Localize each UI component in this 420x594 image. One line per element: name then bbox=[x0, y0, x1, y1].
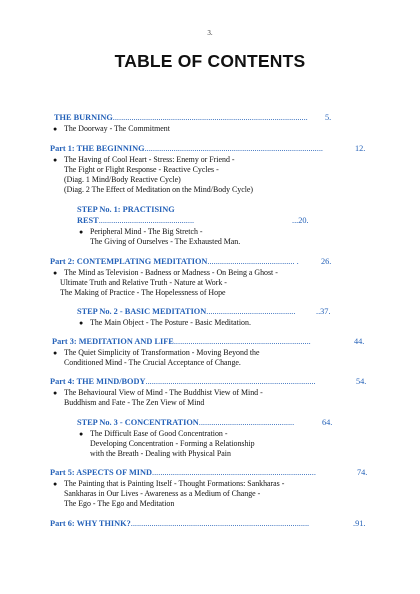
bullet-icon: ● bbox=[53, 269, 58, 277]
toc-subtopic-line: Peripheral Mind - The Big Stretch - bbox=[90, 227, 203, 236]
bullet-icon: ● bbox=[53, 349, 58, 357]
toc-subtopic-line: Buddhism and Fate - The Zen View of Mind bbox=[64, 398, 205, 407]
toc-page-number: 12. bbox=[355, 144, 366, 153]
toc-subtopic-line: The Ego - The Ego and Meditation bbox=[64, 499, 175, 508]
toc-heading-continued[interactable]: REST.............................................. bbox=[77, 216, 195, 225]
toc-subtopic-line: Conditioned Mind - The Crucial Acceptance of Change. bbox=[64, 358, 241, 367]
toc-page-number: 54. bbox=[356, 377, 367, 386]
toc-subtopics: The Doorway - The Commitment bbox=[64, 124, 170, 133]
toc-page-number: 64. bbox=[322, 418, 333, 427]
toc-subtopic-line: The Quiet Simplicity of Transformation - Moving Beyond the bbox=[64, 348, 260, 357]
toc-subtopic-line: The Fight or Flight Response - Reactive Cycles - bbox=[64, 165, 219, 174]
toc-heading[interactable]: Part 5: ASPECTS OF MIND............................................................................... bbox=[50, 468, 316, 477]
toc-page-number: .91. bbox=[353, 519, 366, 528]
toc-page-number: ..37. bbox=[316, 307, 331, 316]
toc-subtopic-line: The Mind as Television - Badness or Madness - On Being a Ghost - bbox=[64, 268, 278, 277]
toc-page-number: 5. bbox=[325, 113, 332, 122]
toc-subtopic-line: Ultimate Truth and Relative Truth - Nature at Work - bbox=[60, 278, 227, 287]
toc-subtopic-line: (Diag. 2 The Effect of Meditation on the Mind/Body Cycle) bbox=[64, 185, 254, 194]
page-title: TABLE OF CONTENTS bbox=[114, 51, 306, 71]
bullet-icon: ● bbox=[53, 156, 58, 164]
toc-subtopic-line: The Having of Cool Heart - Stress: Enemy or Friend - bbox=[64, 155, 235, 164]
toc-subtopic-line: The Painting that is Painting Itself - Thought Formations: Sankharas - bbox=[64, 479, 285, 488]
bullet-icon: ● bbox=[53, 480, 58, 488]
toc-subtopic-line: The Main Object - The Posture - Basic Meditation. bbox=[90, 318, 251, 327]
toc-subtopic-line: The Behavioural View of Mind - The Buddhist View of Mind - bbox=[64, 388, 263, 397]
toc-page-number: 74. bbox=[357, 468, 368, 477]
toc-heading[interactable]: STEP No. 3 - CONCENTRATION.............................................. bbox=[77, 418, 295, 427]
toc-subtopic-line: (Diag. 1 Mind/Body Reactive Cycle) bbox=[64, 175, 181, 184]
toc-subtopic-line: with the Breath - Dealing with Physical Pain bbox=[90, 449, 231, 458]
toc-heading[interactable]: Part 1: THE BEGINNING...................................................................................... bbox=[50, 144, 323, 153]
toc-subtopic-line: Developing Concentration - Forming a Relationship bbox=[90, 439, 255, 448]
toc-page-number: 44. bbox=[354, 337, 365, 346]
bullet-icon: ● bbox=[53, 125, 58, 133]
toc-heading[interactable]: Part 6: WHY THINK?...................................................................................... bbox=[50, 519, 310, 528]
toc-page-number: 26. bbox=[321, 257, 332, 266]
toc-heading[interactable]: Part 4: THE MIND/BODY.................................................................................. bbox=[50, 377, 316, 386]
bullet-icon: ● bbox=[79, 430, 84, 438]
toc-heading[interactable]: Part 2: CONTEMPLATING MEDITATION.......................................... . bbox=[50, 257, 299, 266]
toc-heading[interactable]: STEP No. 1: PRACTISING bbox=[77, 205, 175, 214]
toc-heading[interactable]: STEP No. 2 - BASIC MEDITATION........................................... bbox=[77, 307, 296, 316]
toc-subtopic-line: The Difficult Ease of Good Concentration - bbox=[90, 429, 228, 438]
bullet-icon: ● bbox=[79, 319, 84, 327]
bullet-icon: ● bbox=[79, 228, 84, 236]
toc-heading[interactable]: THE BURNING.............................................................................................. bbox=[54, 113, 308, 122]
page-number: 3. bbox=[207, 29, 213, 37]
toc-page-number: ...20. bbox=[292, 216, 309, 225]
toc-subtopic-line: The Giving of Ourselves - The Exhausted Man. bbox=[90, 237, 241, 246]
bullet-icon: ● bbox=[53, 389, 58, 397]
toc-heading[interactable]: Part 3: MEDITATION AND LIFE.................................................................. bbox=[52, 337, 311, 346]
toc-subtopic-line: Sankharas in Our Lives - Awareness as a Medium of Change - bbox=[64, 489, 261, 498]
toc-subtopic-line: The Making of Practice - The Hopelessness of Hope bbox=[60, 288, 226, 297]
